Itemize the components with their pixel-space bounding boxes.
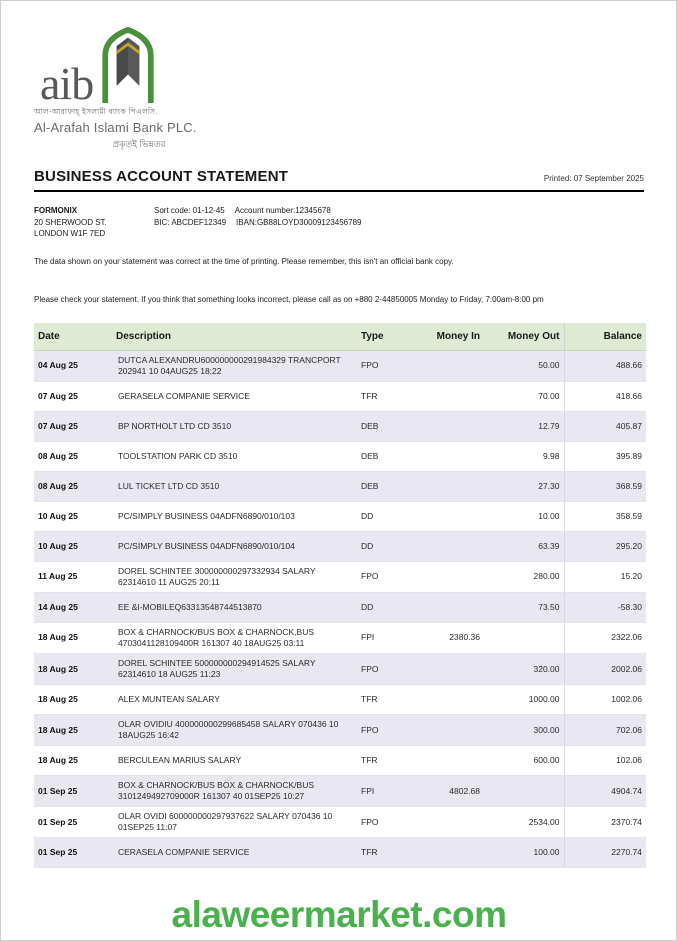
cell-money-in xyxy=(412,501,484,531)
cell-date: 18 Aug 25 xyxy=(34,622,112,653)
cell-date: 07 Aug 25 xyxy=(34,381,112,411)
cell-description: CERASELA COMPANIE SERVICE xyxy=(112,838,357,868)
account-holder-block xyxy=(34,205,154,240)
bic: BIC: ABCDEF12349 xyxy=(154,217,227,227)
table-row xyxy=(34,838,646,868)
table-header-row xyxy=(34,323,646,351)
account-number: Account number:12345678 xyxy=(234,206,331,215)
cell-balance: 488.66 xyxy=(564,350,646,381)
table-row xyxy=(34,501,646,531)
cell-date: 18 Aug 25 xyxy=(34,654,112,685)
cell-description: BERCULEAN MARIUS SALARY xyxy=(112,746,357,776)
cell-money-out: 600.00 xyxy=(484,746,564,776)
cell-balance: 1002.06 xyxy=(564,685,646,715)
cell-balance: 395.89 xyxy=(564,441,646,471)
cell-money-out: 27.30 xyxy=(484,471,564,501)
cell-money-out: 10.00 xyxy=(484,501,564,531)
cell-balance: 702.06 xyxy=(564,715,646,746)
transactions-table xyxy=(34,323,646,869)
cell-date: 08 Aug 25 xyxy=(34,471,112,501)
column-header-money-in: Money In xyxy=(412,323,484,351)
cell-type: DEB xyxy=(357,471,412,501)
cell-balance: 2370.74 xyxy=(564,807,646,838)
cell-type: FPI xyxy=(357,776,412,807)
cell-type: TFR xyxy=(357,381,412,411)
table-row xyxy=(34,746,646,776)
cell-money-in xyxy=(412,561,484,592)
printed-date: Printed: 07 September 2025 xyxy=(543,174,644,183)
column-header-balance: Balance xyxy=(564,323,646,351)
cell-balance: 405.87 xyxy=(564,411,646,441)
cell-description: EE &I-MOBILEQ63313548744513870 xyxy=(112,592,357,622)
cell-date: 10 Aug 25 xyxy=(34,501,112,531)
title-divider xyxy=(34,190,644,192)
cell-date: 18 Aug 25 xyxy=(34,685,112,715)
cell-money-in xyxy=(412,746,484,776)
cell-money-in xyxy=(412,411,484,441)
table-row xyxy=(34,592,646,622)
cell-money-out: 63.39 xyxy=(484,531,564,561)
address-line-2: LONDON W1F 7ED xyxy=(34,229,106,239)
column-header-type: Type xyxy=(357,323,412,351)
cell-description: PC/SIMPLY BUSINESS 04ADFN6890/010/103 xyxy=(112,501,357,531)
cell-balance: 2322.06 xyxy=(564,622,646,653)
cell-type: DEB xyxy=(357,411,412,441)
cell-type: FPO xyxy=(357,654,412,685)
cell-money-in xyxy=(412,807,484,838)
cell-type: FPO xyxy=(357,350,412,381)
cell-balance: 102.06 xyxy=(564,746,646,776)
table-row xyxy=(34,350,646,381)
cell-description: TOOLSTATION PARK CD 3510 xyxy=(112,441,357,471)
table-row xyxy=(34,441,646,471)
cell-balance: 295.20 xyxy=(564,531,646,561)
cell-description: GERASELA COMPANIE SERVICE xyxy=(112,381,357,411)
cell-balance: 358.59 xyxy=(564,501,646,531)
column-header-money-out: Money Out xyxy=(484,323,564,351)
cell-money-out: 73.50 xyxy=(484,592,564,622)
cell-money-in xyxy=(412,715,484,746)
cell-description: ALEX MUNTEAN SALARY xyxy=(112,685,357,715)
cell-description: BOX & CHARNOCK/BUS BOX & CHARNOCK/BUS 3101249492709000R 161307 40 01SEP25 10:27 xyxy=(112,776,357,807)
cell-money-in xyxy=(412,350,484,381)
cell-description: OLAR OVIDIU 400000000299685458 SALARY 070436 10 18AUG25 16:42 xyxy=(112,715,357,746)
cell-type: DD xyxy=(357,531,412,561)
cell-type: TFR xyxy=(357,685,412,715)
cell-description: DUTCA ALEXANDRU600000000291984329 TRANCPORT 202941 10 04AUG25 18:22 xyxy=(112,350,357,381)
cell-money-in xyxy=(412,838,484,868)
code-row-1 xyxy=(154,205,361,217)
cell-date: 10 Aug 25 xyxy=(34,531,112,561)
column-header-description: Description xyxy=(112,323,357,351)
table-row xyxy=(34,685,646,715)
cell-money-out: 100.00 xyxy=(484,838,564,868)
cell-money-in: 4802.68 xyxy=(412,776,484,807)
table-row xyxy=(34,561,646,592)
cell-balance: 2270.74 xyxy=(564,838,646,868)
page-title: BUSINESS ACCOUNT STATEMENT xyxy=(34,168,289,185)
cell-date: 18 Aug 25 xyxy=(34,715,112,746)
statement-check-note: Please check your statement. If you think that something looks incorrect, please call as on +880 2-44850005 Monday to Friday, 7:00am-8:00 pm xyxy=(34,294,544,304)
cell-money-out: 2534.00 xyxy=(484,807,564,838)
cell-date: 01 Sep 25 xyxy=(34,807,112,838)
cell-balance: -58.30 xyxy=(564,592,646,622)
cell-balance: 418.66 xyxy=(564,381,646,411)
cell-date: 14 Aug 25 xyxy=(34,592,112,622)
cell-balance: 15.20 xyxy=(564,561,646,592)
cell-money-in xyxy=(412,471,484,501)
cell-money-in xyxy=(412,381,484,411)
cell-type: TFR xyxy=(357,838,412,868)
cell-description: OLAR OVIDI 600000000297937622 SALARY 070436 10 01SEP25 11:07 xyxy=(112,807,357,838)
cell-money-out: 50.00 xyxy=(484,350,564,381)
cell-balance: 2002.06 xyxy=(564,654,646,685)
bank-tagline-bangla: প্রকৃতই ভিন্নতর xyxy=(112,139,166,149)
cell-date: 18 Aug 25 xyxy=(34,746,112,776)
cell-balance: 4904.74 xyxy=(564,776,646,807)
account-holder-name: FORMONIX xyxy=(34,206,78,215)
cell-balance: 368.59 xyxy=(564,471,646,501)
cell-money-in xyxy=(412,531,484,561)
table-row xyxy=(34,776,646,807)
table-row xyxy=(34,654,646,685)
cell-money-out: 12.79 xyxy=(484,411,564,441)
cell-description: PC/SIMPLY BUSINESS 04ADFN6890/010/104 xyxy=(112,531,357,561)
column-header-date: Date xyxy=(34,323,112,351)
cell-description: DOREL SCHINTEE 500000000294914525 SALARY 62314610 18 AUG25 11:23 xyxy=(112,654,357,685)
table-header xyxy=(34,323,646,351)
cell-date: 11 Aug 25 xyxy=(34,561,112,592)
table-row xyxy=(34,381,646,411)
cell-money-in: 2380.36 xyxy=(412,622,484,653)
title-row xyxy=(34,168,644,185)
account-info xyxy=(34,205,644,240)
table-row xyxy=(34,471,646,501)
cell-money-in xyxy=(412,685,484,715)
cell-money-out xyxy=(484,622,564,653)
cell-money-out: 70.00 xyxy=(484,381,564,411)
cell-date: 08 Aug 25 xyxy=(34,441,112,471)
cell-type: DD xyxy=(357,501,412,531)
cell-money-out: 320.00 xyxy=(484,654,564,685)
cell-money-out: 300.00 xyxy=(484,715,564,746)
cell-money-out: 1000.00 xyxy=(484,685,564,715)
iban: IBAN:GB88LOYD30009123456789 xyxy=(236,217,362,227)
cell-type: TFR xyxy=(357,746,412,776)
cell-type: FPI xyxy=(357,622,412,653)
bank-name-bangla: আল-আরাফাহ্ ইসলামী ব্যাংক পিএলসি. xyxy=(34,107,158,116)
cell-type: FPO xyxy=(357,715,412,746)
address-line-1: 20 SHERWOOD ST. xyxy=(34,217,107,227)
table-row xyxy=(34,411,646,441)
cell-date: 07 Aug 25 xyxy=(34,411,112,441)
cell-date: 01 Sep 25 xyxy=(34,776,112,807)
statement-table-body xyxy=(34,350,646,868)
logo-row xyxy=(40,27,204,109)
cell-type: DD xyxy=(357,592,412,622)
cell-type: DEB xyxy=(357,441,412,471)
mosque-arch-icon xyxy=(99,27,157,103)
bank-logo xyxy=(34,27,204,152)
cell-money-out xyxy=(484,776,564,807)
cell-description: BOX & CHARNOCK/BUS BOX & CHARNOCK,BUS 4703041128109400R 161307 40 18AUG25 03:11 xyxy=(112,622,357,653)
cell-money-in xyxy=(412,592,484,622)
cell-description: BP NORTHOLT LTD CD 3510 xyxy=(112,411,357,441)
account-codes-block xyxy=(154,205,361,240)
sort-code: Sort code: 01-12-45 xyxy=(154,206,225,215)
cell-money-in xyxy=(412,654,484,685)
cell-money-in xyxy=(412,441,484,471)
cell-date: 04 Aug 25 xyxy=(34,350,112,381)
table-row xyxy=(34,531,646,561)
table-row xyxy=(34,807,646,838)
cell-date: 01 Sep 25 xyxy=(34,838,112,868)
table-row xyxy=(34,622,646,653)
cell-description: DOREL SCHINTEE 300000000297332934 SALARY 62314610 11 AUG25 20:11 xyxy=(112,561,357,592)
table-row xyxy=(34,715,646,746)
cell-type: FPO xyxy=(357,561,412,592)
aib-logo-text: aib xyxy=(40,57,94,109)
watermark-text: alaweermarket.com xyxy=(171,894,507,936)
cell-money-out: 9.98 xyxy=(484,441,564,471)
code-row-2 xyxy=(154,217,361,229)
bank-name: Al-Arafah Islami Bank PLC. xyxy=(34,120,197,135)
cell-description: LUL TICKET LTD CD 3510 xyxy=(112,471,357,501)
statement-validity-note: The data shown on your statement was correct at the time of printing. Please remember, this isn't an official bank copy. xyxy=(34,256,454,266)
cell-money-out: 280.00 xyxy=(484,561,564,592)
cell-type: FPO xyxy=(357,807,412,838)
